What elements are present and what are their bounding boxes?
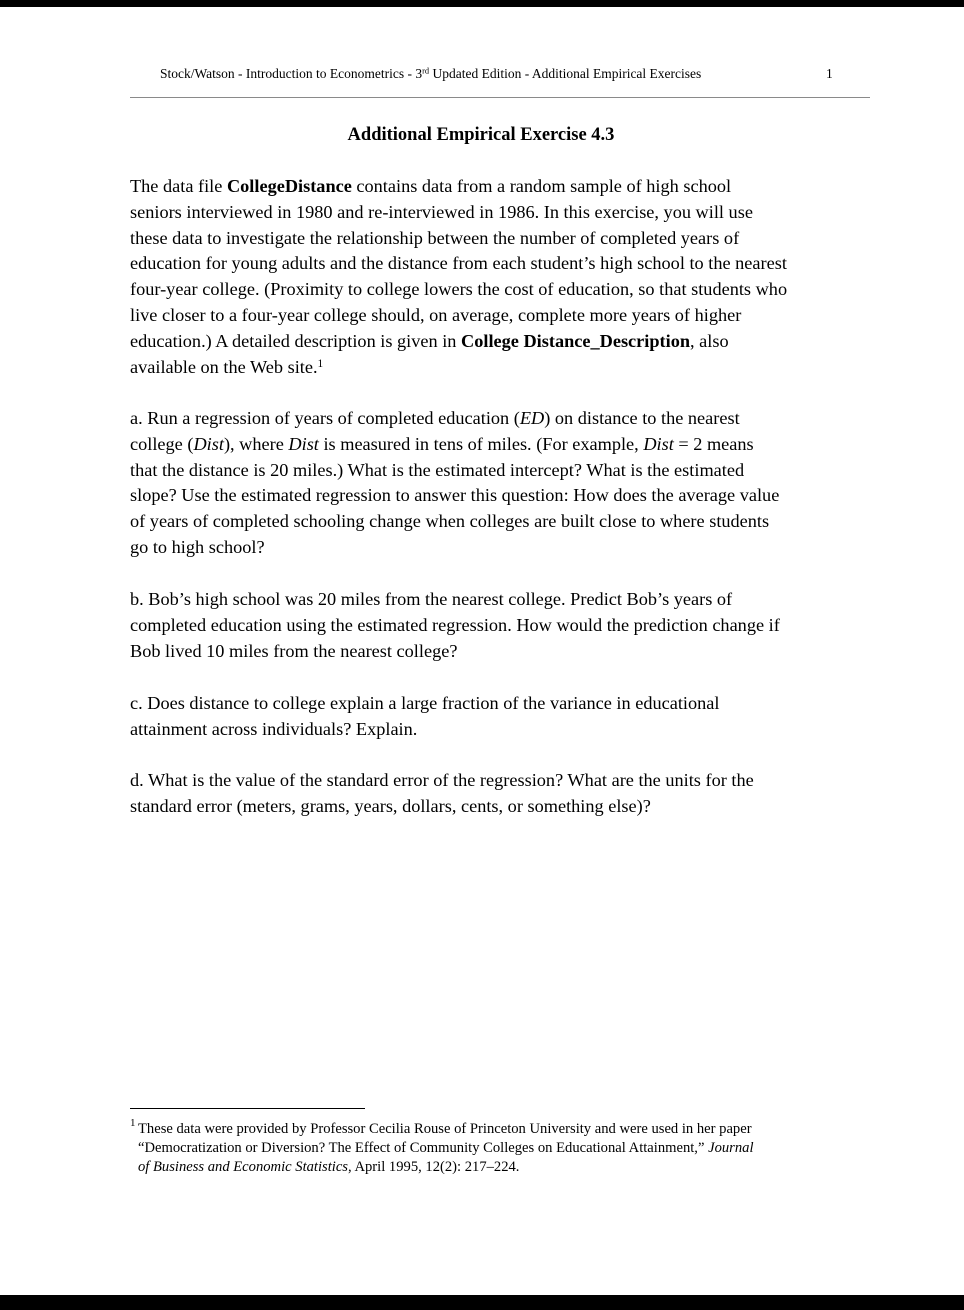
- running-header: [160, 65, 840, 83]
- footnote-divider: [130, 1108, 365, 1109]
- footnote-text: These data were provided by Professor Cecilia Rouse of Princeton University and were used in her paper “Democratization or Diversion? The Effect of Community Colleges on Educational Attainment,” Journal of Business and Economic Statistics, April 1995, 12(2): 217–224.: [138, 1121, 754, 1176]
- dataset-name: CollegeDistance: [226, 176, 352, 196]
- intro-paragraph: The data file CollegeDistance contains data from a random sample of high school seniors interviewed in 1980 and re-interviewed in 1986. In this exercise, you will use these data to investigate the relationship between the number of completed years of education for young adults and the distance from each student’s high school to the nearest four-year college. (Proximity to college lowers the cost of education, so that students who live closer to a four-year college should, on average, complete more years of higher education.) A detailed description is given in College Distance_Description, also available on the Web site.$^1$: [130, 176, 788, 377]
- footnote-number: 1: [130, 1117, 136, 1129]
- header-title: Stock/Watson - Introduction to Econometrics - 3rd Updated Edition - Additional Empirical Exercises: [160, 66, 702, 81]
- exercise-title: Additional Empirical Exercise 4.3: [347, 125, 615, 145]
- header-divider: [130, 97, 870, 98]
- description-file-name: College Distance_Description: [461, 330, 691, 351]
- footnote-reference: 1: [317, 357, 324, 370]
- question-c: c. Does distance to college explain a large fraction of the variance in educational attainment across individuals? Explain.: [130, 693, 720, 739]
- question-d: d. What is the value of the standard error of the regression? What are the units for the standard error (meters, grams, years, dollars, cents, or something else)?: [130, 770, 754, 816]
- page-number: 1: [826, 66, 833, 81]
- question-b: b. Bob’s high school was 20 miles from the nearest college. Predict Bob’s years of completed education using the estimated regression. How would the prediction change if Bob lived 10 miles from the nearest college?: [130, 589, 780, 661]
- question-a: a. Run a regression of years of completed education (ED) on distance to the nearest college (Dist), where Dist is measured in tens of miles. (For example, Dist = 2 means that the distance is 20 miles.) What is the estimated intercept? What is the estimated slope? Use the estimated regression to answer this question: How does the average value of years of completed schooling change when colleges are built close to where students go to high school?: [130, 408, 780, 557]
- document-page: [0, 7, 964, 1295]
